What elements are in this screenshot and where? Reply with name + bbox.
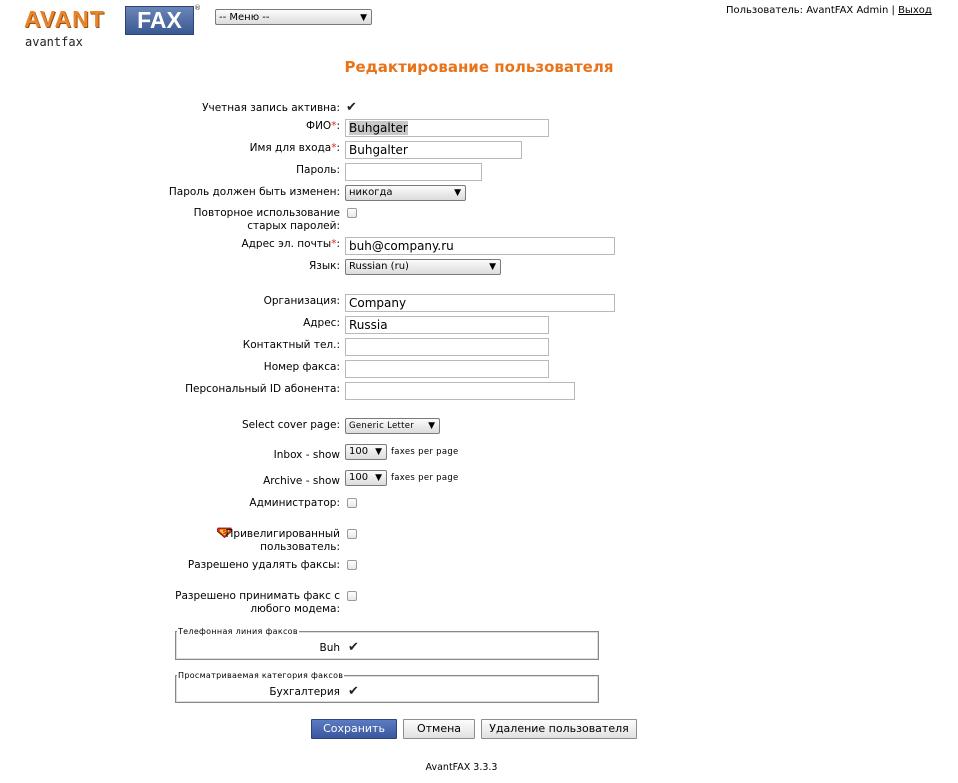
logo-avant-text: AVANT <box>24 6 105 32</box>
cancel-button[interactable]: Отмена <box>403 719 475 739</box>
phone-input[interactable] <box>345 338 549 356</box>
address-input[interactable]: Russia <box>345 316 549 334</box>
category-buh-checkbox[interactable]: ✔ <box>348 684 359 699</box>
chevron-down-icon: ▼ <box>454 188 461 198</box>
user-info-text: Пользователь: AvantFAX Admin | <box>726 5 895 16</box>
any-modem-checkbox[interactable] <box>347 591 357 601</box>
footer-version: AvantFAX 3.3.3 <box>425 762 498 773</box>
personal-id-label: Персональный ID абонента: <box>185 383 340 395</box>
chevron-down-icon: ▼ <box>360 13 367 23</box>
active-checkbox[interactable]: ✔ <box>346 100 357 115</box>
archive-show-label: Archive - show <box>263 475 340 487</box>
email-label: Адрес эл. почты*: <box>241 238 340 250</box>
org-input[interactable]: Company <box>345 294 615 312</box>
logo-subtitle: avantfax <box>25 35 83 49</box>
cover-page-select[interactable] <box>345 418 440 434</box>
email-input[interactable]: buh@company.ru <box>345 237 615 255</box>
chevron-down-icon: ▼ <box>489 262 496 272</box>
language-label: Язык: <box>308 260 340 272</box>
reuse-label: Повторное использование старых паролей: <box>193 207 340 232</box>
delete-user-button[interactable]: Удаление пользователя <box>481 719 637 739</box>
logo-fax-text: FAX <box>125 6 194 35</box>
chevron-down-icon: ▼ <box>375 473 382 483</box>
cover-page-value: Generic Letter <box>349 421 415 431</box>
archive-count-value: 100 <box>349 472 369 483</box>
phone-label: Контактный тел.: <box>242 339 340 351</box>
inbox-suffix: faxes per page <box>391 447 459 457</box>
password-label: Пароль: <box>296 164 340 176</box>
fax-number-input[interactable] <box>345 360 549 378</box>
fio-label: ФИО*: <box>306 120 340 132</box>
personal-id-input[interactable] <box>345 382 575 400</box>
logo-registered-mark: ® <box>194 4 201 12</box>
pwd-change-label: Пароль должен быть изменен: <box>168 186 340 198</box>
cover-page-label: Select cover page: <box>241 419 340 431</box>
fio-input[interactable] <box>345 119 549 137</box>
fax-number-label: Номер факса: <box>263 361 340 373</box>
privileged-label: Привелигированный пользователь: <box>225 528 340 553</box>
language-select[interactable] <box>345 259 501 275</box>
logout-link[interactable]: Выход <box>898 5 932 16</box>
svg-text:S: S <box>222 529 227 536</box>
phone-line-buh-checkbox[interactable]: ✔ <box>348 640 359 655</box>
inbox-show-label: Inbox - show <box>273 449 340 461</box>
pwd-change-value: никогда <box>349 187 393 198</box>
main-menu-select[interactable] <box>215 9 372 25</box>
inbox-count-value: 100 <box>349 446 369 457</box>
inbox-count-select[interactable] <box>345 444 387 460</box>
avantfax-logo <box>24 4 201 36</box>
pwd-change-select[interactable] <box>345 185 466 201</box>
admin-label: Администратор: <box>249 497 340 509</box>
main-menu-value: -- Меню -- <box>219 12 270 23</box>
category-legend: Просматриваемая категория факсов <box>178 671 344 680</box>
page-title: Редактирование пользователя <box>344 58 614 76</box>
phone-lines-legend: Телефонная линия факсов <box>178 627 298 636</box>
privileged-checkbox[interactable] <box>347 529 357 539</box>
save-button[interactable]: Сохранить <box>311 719 397 739</box>
archive-suffix: faxes per page <box>391 473 459 483</box>
phone-line-buh-label: Buh <box>319 642 340 654</box>
org-label: Организация: <box>263 295 340 307</box>
category-buh-label: Бухгалтерия <box>269 686 340 698</box>
delete-faxes-checkbox[interactable] <box>347 560 357 570</box>
reuse-checkbox[interactable] <box>347 208 357 218</box>
fio-value: Buhgalter <box>349 121 408 135</box>
login-input[interactable]: Buhgalter <box>345 141 522 159</box>
active-label: Учетная запись активна: <box>202 102 340 114</box>
address-label: Адрес: <box>303 317 340 329</box>
user-info <box>726 5 932 16</box>
language-value: Russian (ru) <box>349 261 409 272</box>
chevron-down-icon: ▼ <box>428 421 435 431</box>
any-modem-label: Разрешено принимать факс с любого модема: <box>175 590 340 615</box>
archive-count-select[interactable] <box>345 470 387 486</box>
login-label: Имя для входа*: <box>249 142 340 154</box>
admin-checkbox[interactable] <box>347 498 357 508</box>
password-input[interactable] <box>345 163 482 181</box>
delete-faxes-label: Разрешено удалять факсы: <box>187 559 340 571</box>
chevron-down-icon: ▼ <box>375 447 382 457</box>
